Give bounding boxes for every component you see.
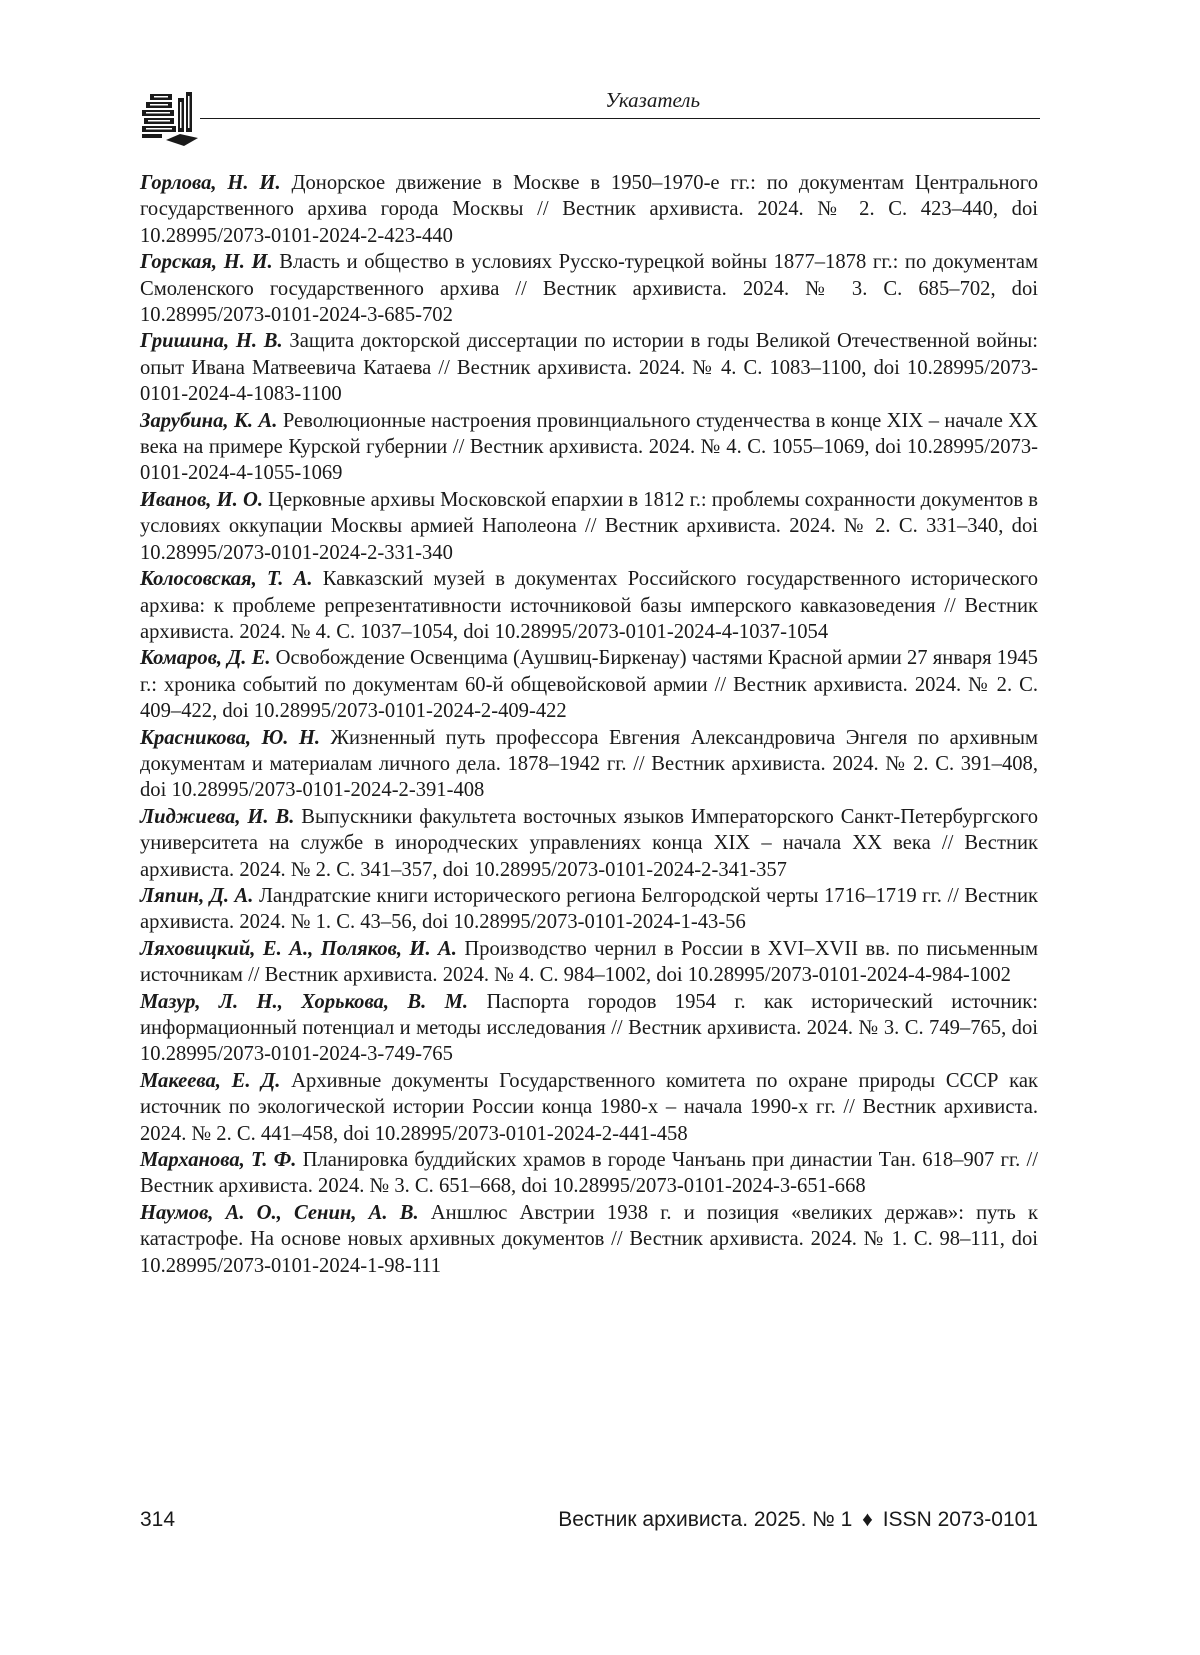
- entry-text: Планировка буддийских храмов в городе Чанъань при династии Тан. 618–907 гг. // Вестник архивиста. 2024. № 3. С. 651–668, doi 10.28995/2073-0101-2024-3-651-668: [140, 1149, 1038, 1198]
- entry-text: Производство чернил в России в XVI–XVII вв. по письменным источникам // Вестник архивиста. 2024. № 4. С. 984–1002, doi 10.28995/2073-0101-2024-4-984-1002: [140, 937, 1038, 987]
- entry-text: Паспорта городов 1954 г. как исторический источник: информационный потенциал и методы исследования // Вестник архивиста. 2024. № 3. С. 749–765, doi 10.28995/2073-0101-2024-3-749-765: [140, 990, 1038, 1066]
- index-entry: [140, 1147, 1038, 1200]
- index-entry: [140, 1068, 1038, 1147]
- entry-author: Ляпин, Д. А.: [140, 884, 254, 907]
- index-entry: [140, 645, 1038, 724]
- header-rule: [200, 118, 1040, 119]
- entry-text: Защита докторской диссертации по истории в годы Великой Отечественной войны: опыт Ивана Матвеевича Катаева // Вестник архивиста. 2024. № 4. С. 1083–1100, doi 10.28995/2073-0101-2024-4-1083-1100: [140, 330, 1038, 406]
- entry-author: Горская, Н. И.: [140, 251, 273, 274]
- index-entry: [140, 804, 1038, 883]
- entry-author: Макеева, Е. Д.: [140, 1069, 281, 1092]
- entry-text: Церковные архивы Московской епархии в 1812 г.: проблемы сохранности документов в условиях оккупации Москвы армией Наполеона // Вестник архивиста. 2024. № 2. С. 331–340, doi 10.28995/2073-0101-2024-2-331-340: [140, 488, 1038, 564]
- page-number: 314: [140, 1508, 176, 1531]
- entry-author: Лиджиева, И. В.: [140, 805, 295, 828]
- index-entry: [140, 1200, 1038, 1279]
- diamond-icon: ♦: [862, 1508, 873, 1531]
- archive-books-icon: [140, 88, 206, 148]
- issn: ISSN 2073-0101: [882, 1508, 1038, 1531]
- index-entry: [140, 725, 1038, 804]
- index-entry: [140, 883, 1038, 936]
- index-entry: [140, 328, 1038, 407]
- index-entry: [140, 408, 1038, 487]
- index-entry: [140, 566, 1038, 645]
- journal-line: [558, 1508, 1038, 1532]
- entry-text: Освобождение Освенцима (Аушвиц-Биркенау) частями Красной армии 27 января 1945 г.: хроника событий по документам 60-й общевойсковой армии // Вестник архивиста. 2024. № 2. С. 409–422, doi 10.28995/2073-0101-2024-2-409-422: [140, 647, 1038, 723]
- entry-author: Колосовская, Т. А.: [140, 568, 313, 591]
- entry-text: Донорское движение в Москве в 1950–1970-е гг.: по документам Центрального государственного архива города Москвы // Вестник архивиста. 2024. № 2. С. 423–440, doi 10.28995/2073-0101-2024-2-423-440: [140, 172, 1038, 247]
- index-entry: [140, 487, 1038, 566]
- entry-author: Зарубина, К. А.: [140, 409, 278, 432]
- index-entry: [140, 936, 1038, 989]
- entry-text: Архивные документы Государственного комитета по охране природы СССР как источник по экологической истории России конца 1980-х – начала 1990-х гг. // Вестник архивиста. 2024. № 2. С. 441–458, doi 10.28995/2073-0101-2024-2-441-458: [140, 1069, 1038, 1145]
- entry-text: Аншлюс Австрии 1938 г. и позиция «великих держав»: путь к катастрофе. На основе новых архивных документов // Вестник архивиста. 2024. № 1. С. 98–111, doi 10.28995/2073-0101-2024-1-98-111: [140, 1201, 1038, 1277]
- entry-text: Революционные настроения провинциального студенчества в конце XIX – начале XX века на примере Курской губернии // Вестник архивиста. 2024. № 4. С. 1055–1069, doi 10.28995/2073-0101-2024-4-1055-1069: [140, 409, 1038, 485]
- entry-author: Комаров, Д. Е.: [140, 647, 271, 670]
- page-footer: [140, 1508, 1038, 1536]
- journal-title: Вестник архивиста. 2025. № 1: [558, 1508, 853, 1531]
- entry-author: Гришина, Н. В.: [140, 330, 283, 353]
- entry-text: Ландратские книги исторического региона Белгородской черты 1716–1719 гг. // Вестник архивиста. 2024. № 1. С. 43–56, doi 10.28995/2073-0101-2024-1-43-56: [140, 884, 1039, 934]
- entry-text: Выпускники факультета восточных языков Императорского Санкт-Петербургского университета на службе в инородческих управлениях конца XIX – начала XX века // Вестник архивиста. 2024. № 2. С. 341–357, doi 10.28995/2073-0101-2024-2-341-357: [140, 805, 1038, 881]
- index-entry: [140, 989, 1038, 1068]
- page-header: [140, 82, 1040, 122]
- entry-author: Красникова, Ю. Н.: [140, 726, 321, 749]
- entry-author: Марханова, Т. Ф.: [140, 1149, 297, 1172]
- index-entries: [140, 170, 1038, 1279]
- index-entry: [140, 249, 1038, 328]
- entry-text: Кавказский музей в документах Российского государственного исторического архива: к проблеме репрезентативности источниковой базы имперского кавказоведения // Вестник архивиста. 2024. № 4. С. 1037–1054, doi 10.28995/2073-0101-2024-4-1037-1054: [140, 568, 1038, 643]
- entry-author: Наумов, А. О., Сенин, А. В.: [140, 1201, 419, 1224]
- entry-text: Власть и общество в условиях Русско-турецкой войны 1877–1878 гг.: по документам Смоленского государственного архива // Вестник архивиста. 2024. № 3. С. 685–702, doi 10.28995/2073-0101-2024-3-685-702: [140, 251, 1039, 327]
- entry-text: Жизненный путь профессора Евгения Александровича Энгеля по архивным документам и материалам личного дела. 1878–1942 гг. // Вестник архивиста. 2024. № 2. С. 391–408, doi 10.28995/2073-0101-2024-2-391-408: [140, 726, 1039, 802]
- section-title: Указатель: [605, 88, 700, 112]
- entry-author: Горлова, Н. И.: [140, 172, 281, 194]
- entry-author: Иванов, И. О.: [140, 488, 263, 511]
- entry-author: Мазур, Л. Н., Хорькова, В. М.: [140, 990, 469, 1013]
- entry-author: Ляховицкий, Е. А., Поляков, И. А.: [140, 937, 457, 960]
- index-entry: [140, 170, 1038, 249]
